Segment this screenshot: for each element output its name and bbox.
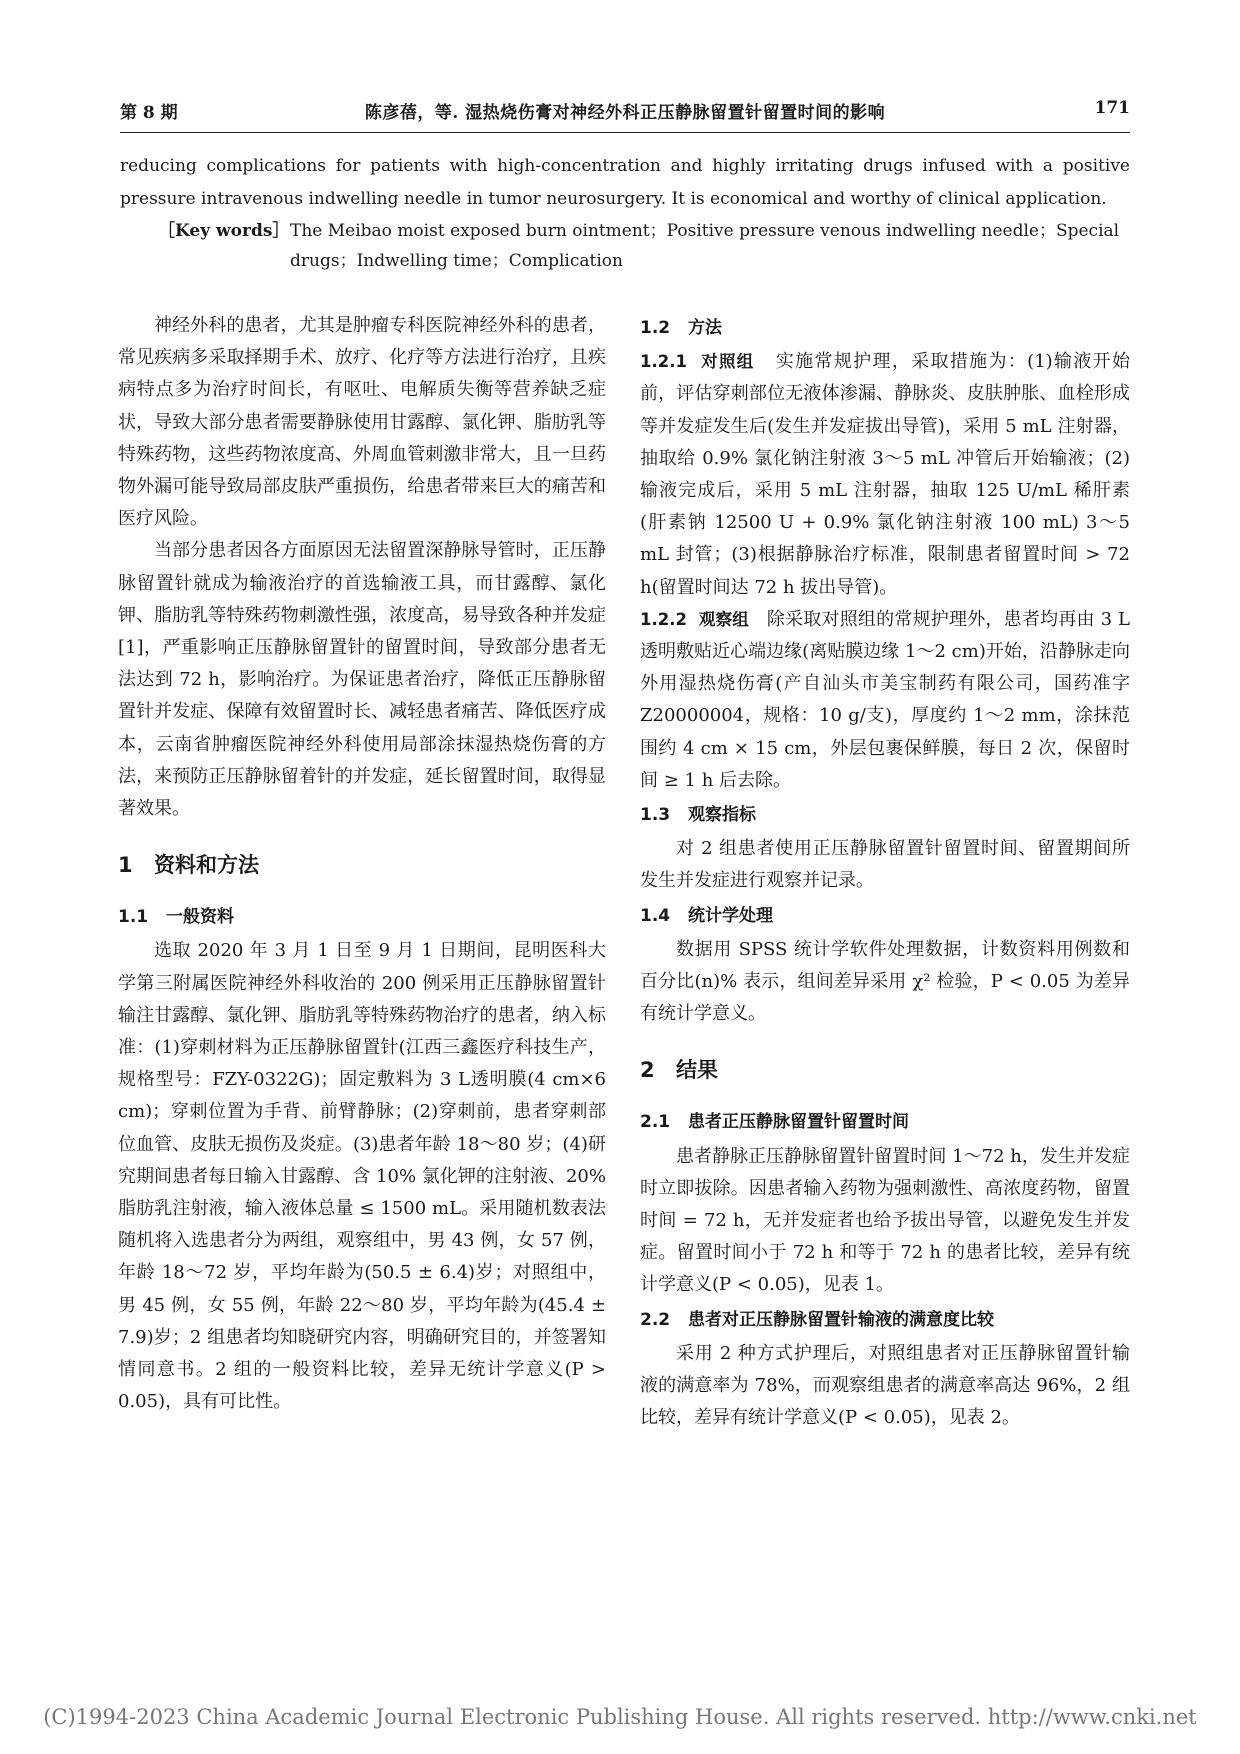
section-1-2-1-num: 1.2.1 (640, 352, 687, 372)
page-number: 171 (1094, 98, 1130, 118)
section-2-1-heading: 2.1 患者正压静脉留置针留置时间 (640, 1112, 909, 1133)
header-rule (120, 132, 1130, 133)
abstract-tail: reducing complications for patients with high-concentration and highly irritating drugs infused with a positive pressure intravenous indwelling needle in tumor neurosurgery. It is economical and worthy of clinical application. (120, 156, 1130, 209)
keywords-label: ［Key words］ (158, 221, 290, 241)
section-1-2-heading: 1.2 方法 (640, 318, 722, 338)
section-1-2-1-paragraph (640, 346, 1130, 604)
section-1-2-1-title: 对照组 (701, 352, 755, 372)
section-1-3-text: 对 2 组患者使用正压静脉留置针留置时间、留置期间所发生并发症进行观察并记录。 (640, 838, 1130, 892)
left-column (118, 310, 606, 1419)
issue-number: 第 8 期 (120, 103, 178, 123)
section-2-heading: 2 结果 (640, 1058, 718, 1083)
section-2-2-text: 采用 2 种方式护理后，对照组患者对正压静脉留置针输液的满意率为 78%，而观察组患者的满意率高达 96%，2 组比较，差异有统计学意义(P < 0.05)，见表 2。 (640, 1342, 1130, 1429)
intro-paragraph-1: 神经外科的患者，尤其是肿瘤专科医院神经外科的患者，常见疾病多采取择期手术、放疗、化疗等方法进行治疗，且疾病特点多为治疗时间长，有呕吐、电解质失衡等营养缺乏症状，导致大部分患者需要静脉使用甘露醇、氯化钾、脂肪乳等特殊药物，这些药物浓度高、外周血管刺激非常大，且一旦药物外漏可能导致局部皮肤严重损伤，给患者带来巨大的痛苦和医疗风险。 (118, 315, 606, 530)
section-1-4-heading: 1.4 统计学处理 (640, 905, 773, 926)
section-2-2-heading: 2.2 患者对正压静脉留置针输液的满意度比较 (640, 1309, 994, 1330)
copyright-footer: (C)1994-2023 China Academic Journal Electronic Publishing House. All rights reserved. http://www.cnki.net (43, 1705, 1197, 1729)
section-1-2-2-paragraph (640, 604, 1130, 797)
section-1-1-heading: 1.1 一般资料 (118, 907, 234, 928)
keywords-text: The Meibao moist exposed burn ointment；Positive pressure venous indwelling needle；Special drugs；Indwelling time；Complication (290, 221, 1120, 271)
section-1-2-2-text: 除采取对照组的常规护理外，患者均再由 3 L 透明敷贴近心端边缘(离贴膜边缘 1～2 cm)开始，沿静脉走向外用湿热烧伤膏(产自汕头市美宝制药有限公司，国药准字 Z20000004，规格：10 g/支)，厚度约 1～2 mm，涂抹范围约 4 cm × 15 cm，外层包裹保鲜膜，每日 2 次，保留时间 ≥ 1 h 后去除。 (640, 608, 1130, 791)
running-title: 陈彦蓓，等. 湿热烧伤膏对神经外科正压静脉留置针留置时间的影响 (364, 103, 886, 123)
section-1-4-text: 数据用 SPSS 统计学软件处理数据，计数资料用例数和百分比(n)% 表示，组间差异采用 χ² 检验，P < 0.05 为差异有统计学意义。 (640, 938, 1130, 1025)
section-1-3-heading: 1.3 观察指标 (640, 805, 756, 826)
section-2-1-text: 患者静脉正压静脉留置针留置时间 1～72 h，发生并发症时立即拔除。因患者输入药物为强刺激性、高浓度药物，留置时间 = 72 h，无并发症者也给予拔出导管，以避免发生并发症。留置时间小于 72 h 和等于 72 h 的患者比较，差异有统计学意义(P < 0.05)，见表 1。 (640, 1145, 1130, 1296)
section-1-2-2-num: 1.2.2 (640, 609, 687, 629)
section-1-1-text: 选取 2020 年 3 月 1 日至 9 月 1 日期间，昆明医科大学第三附属医院神经外科收治的 200 例采用正压静脉留置针输注甘露醇、氯化钾、脂肪乳等特殊药物治疗的患者，纳入标准：(1)穿刺材料为正压静脉留置针(江西三鑫医疗科技生产，规格型号：FZY-0322G)；固定敷料为 3 L透明膜(4 cm×6 cm)；穿刺位置为手背、前臂静脉；(2)穿刺前，患者穿刺部位血管、皮肤无损伤及炎症。(3)患者年龄 18～80 岁；(4)研究期间患者每日输入甘露醇、含 10% 氯化钾的注射液、20% 脂肪乳注射液，输入液体总量 ≤ 1500 mL。采用随机数表法随机将入选患者分为两组，观察组中，男 43 例，女 57 例，年龄 18～72 岁，平均年龄为(50.5 ± 6.4)岁；对照组中，男 45 例，女 55 例，年龄 22～80 岁，平均年龄为(45.4 ± 7.9)岁；2 组患者均知晓研究内容，明确研究目的，并签署知情同意书。2 组的一般资料比较，差异无统计学意义(P > 0.05)，具有可比性。 (118, 940, 606, 1413)
running-header (120, 88, 1130, 130)
intro-paragraph-2: 当部分患者因各方面原因无法留置深静脉导管时，正压静脉留置针就成为输液治疗的首选输液工具，而甘露醇、氯化钾、脂肪乳等特殊药物刺激性强，浓度高，易导致各种并发症[1]，严重影响正压静脉留置针的留置时间，导致部分患者无法达到 72 h，影响治疗。为保证患者治疗，降低正压静脉留置针并发症、保障有效留置时长、减轻患者痛苦、降低医疗成本，云南省肿瘤医院神经外科使用局部涂抹湿热烧伤膏的方法，来预防正压静脉留着针的并发症，延长留置时间，取得显著效果。 (118, 540, 606, 820)
section-1-heading: 1 资料和方法 (118, 853, 259, 878)
section-1-2-2-title: 观察组 (698, 609, 750, 629)
right-column (640, 310, 1130, 1435)
section-1-2-1-text: 实施常规护理，采取措施为：(1)输液开始前，评估穿刺部位无液体渗漏、静脉炎、皮肤肿胀、血栓形成等并发症发生后(发生并发症拔出导管)，采用 5 mL 注射器，抽取给 0.9% 氯化钠注射液 3～5 mL 冲管后开始输液；(2)输液完成后，采用 5 mL 注射器，抽取 125 U/mL 稀肝素(肝素钠 12500 U + 0.9% 氯化钠注射液 100 mL) 3～5 mL 封管；(3)根据静脉治疗标准，限制患者留置时间 > 72 h(留置时间达 72 h 拔出导管)。 (640, 351, 1131, 598)
